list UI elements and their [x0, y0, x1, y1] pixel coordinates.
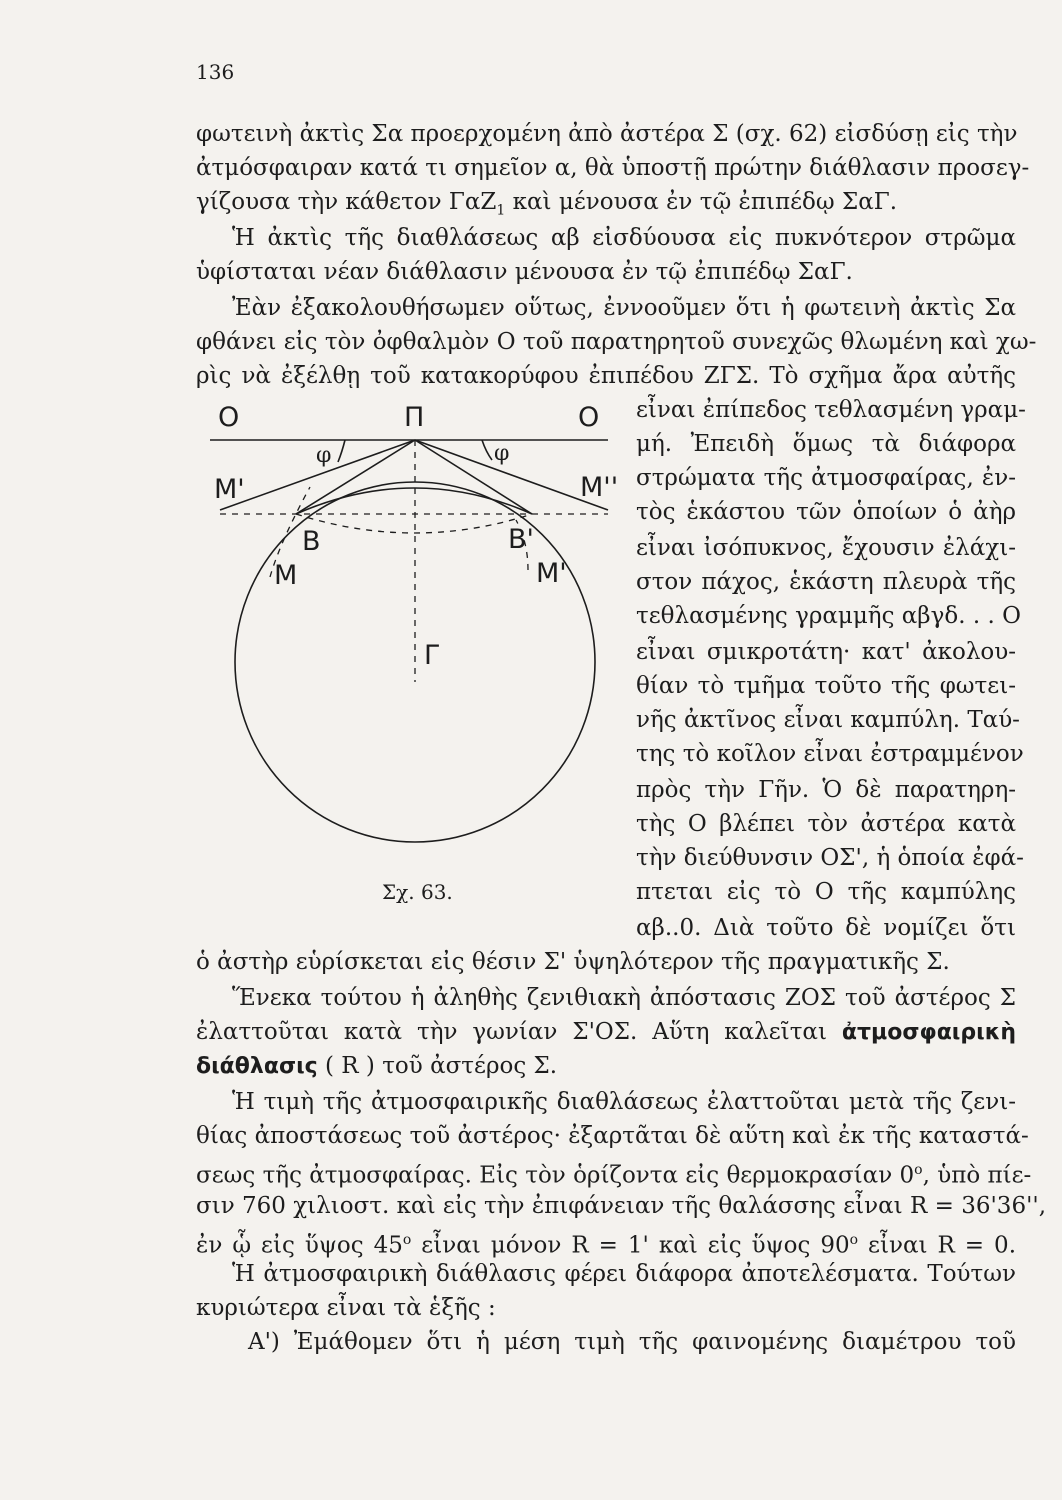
label-B: Β — [302, 526, 321, 557]
text-line-4: Ἡ ἀκτὶς τῆς διαθλάσεως αβ εἰσδύουσα εἰς πυκνότερον στρῶμα — [232, 225, 1016, 251]
text-line-8: ρὶς νὰ ἐξέλθῃ τοῦ κατακορύφου ἐπιπέδου ΖΓΣ. Τὸ σχῆμα ἄρα αὐτῆς — [196, 363, 1016, 389]
figure-caption: Σχ. 63. — [382, 880, 453, 904]
label-M-double-prime: Μ'' — [580, 472, 619, 503]
text-line-27: ἐλαττοῦται κατὰ τὴν γωνίαν Σ'ΟΣ. Αὕτη καλεῖται ἀτμοσφαιρικὴ — [196, 1019, 1016, 1045]
text-line-7: φθάνει εἰς τὸν ὀφθαλμὸν Ο τοῦ παρατηρητοῦ συνεχῶς θλωμένη καὶ χω- — [196, 329, 1037, 355]
text-line-10: μή. Ἐπειδὴ ὅμως τὰ διάφορα — [636, 431, 1016, 457]
phi-left-arc — [338, 440, 345, 462]
text-line-5: ὑφίσταται νέαν διάθλασιν μένουσα ἐν τῷ ἐπιπέδῳ ΣαΓ. — [196, 259, 853, 285]
label-phi-left: φ — [316, 443, 332, 468]
text-line-14: στον πάχος, ἑκάστη πλευρὰ τῆς — [636, 569, 1016, 595]
phi-right-arc — [482, 440, 492, 460]
text-line-11: στρώματα τῆς ἀτμοσφαίρας, ἐν- — [636, 465, 1016, 491]
dashed-lower-arc — [296, 514, 532, 533]
label-P: Π — [404, 402, 425, 433]
text-line-30: θίας ἀποστάσεως τοῦ ἀστέρος· ἐξαρτᾶται δὲ αὕτη καὶ ἐκ τῆς καταστά- — [196, 1123, 1029, 1149]
label-O-left: Ο — [218, 402, 240, 433]
text-line-33: ἐν ᾧ εἰς ὕψος 45$^o$ εἶναι μόνον R = 1' καὶ εἰς ὕψος 90$^o$ εἶναι R = 0. — [196, 1232, 1017, 1259]
text-line-28: διάθλασις ( R ) τοῦ ἀστέρος Σ. — [196, 1053, 558, 1079]
text-line-16: εἶναι σμικροτάτη· κατ' ἀκολου- — [636, 639, 1016, 665]
text-line-6: Ἐὰν ἐξακολουθήσωμεν οὕτως, ἐννοοῦμεν ὅτι ἡ φωτεινὴ ἀκτὶς Σα — [232, 295, 1016, 321]
text-line-2: ἀτμόσφαιραν κατά τι σημεῖον α, θὰ ὑποστῇ πρώτην διάθλασιν προσεγ- — [196, 155, 1030, 181]
label-M-prime-left: Μ' — [214, 474, 245, 505]
ray-right-inner — [415, 440, 532, 514]
text-line-31: σεως τῆς ἀτμοσφαίρας. Εἰς τὸν ὁρίζοντα εἰς θερμοκρασίαν 0$^o$, ὑπὸ πίε- — [196, 1162, 1032, 1189]
page-number: 136 — [196, 60, 235, 84]
label-M-prime-right: Μ' — [536, 558, 567, 589]
text-line-22: τὴν διεύθυνσιν ΟΣ', ἡ ὁποία ἐφά- — [636, 845, 1024, 871]
label-B-prime: Β' — [508, 524, 534, 555]
text-line-9: εἶναι ἐπίπεδος τεθλασμένη γραμ- — [636, 397, 1026, 423]
term-atmospheric: ἀτμοσφαιρικὴ — [841, 1020, 1016, 1045]
label-phi-right: φ — [494, 441, 510, 466]
text-line-1: φωτεινὴ ἀκτὶς Σα προερχομένη ἀπὸ ἀστέρα Σ (σχ. 62) εἰσδύσῃ εἰς τὴν — [196, 121, 1018, 147]
text-line-26: Ἕνεκα τούτου ἡ ἀληθὴς ζενιθιακὴ ἀπόστασις ΖΟΣ τοῦ ἀστέρος Σ — [232, 985, 1016, 1011]
text-line-23: πτεται εἰς τὸ Ο τῆς καμπύλης — [636, 879, 1016, 905]
text-line-25: ὁ ἀστὴρ εὑρίσκεται εἰς θέσιν Σ' ὑψηλότερον τῆς πραγματικῆς Σ. — [196, 949, 950, 975]
text-line-17: θίαν τὸ τμῆμα τοῦτο τῆς φωτει- — [636, 673, 1016, 699]
text-line-35: κυριώτερα εἶναι τὰ ἑξῆς : — [196, 1295, 496, 1321]
refraction-diagram — [210, 392, 630, 912]
text-line-12: τὸς ἑκάστου τῶν ὁποίων ὁ ἀὴρ — [636, 499, 1016, 525]
text-line-18: νῆς ἀκτῖνος εἶναι καμπύλη. Ταύ- — [636, 707, 1020, 733]
text-line-15: τεθλασμένης γραμμῆς αβγδ. . . Ο — [636, 603, 1021, 629]
text-line-36: Α') Ἐμάθομεν ὅτι ἡ μέση τιμὴ τῆς φαινομένης διαμέτρου τοῦ — [248, 1329, 1016, 1355]
label-Gamma: Γ — [424, 640, 440, 671]
text-line-13: εἶναι ἰσόπυκνος, ἔχουσιν ἐλάχι- — [636, 535, 1016, 561]
figure-63 — [210, 392, 630, 912]
text-line-21: τὴς Ο βλέπει τὸν ἀστέρα κατὰ — [636, 811, 1016, 837]
text-line-20: πρὸς τὴν Γῆν. Ὁ δὲ παρατηρη- — [636, 777, 1016, 803]
term-refraction: διάθλασις — [196, 1054, 318, 1079]
text-line-3: γίζουσα τὴν κάθετον ΓαZ$_1$ καὶ μένουσα ἐν τῷ ἐπιπέδῳ ΣαΓ. — [196, 189, 898, 219]
label-O-right: Ο — [578, 402, 600, 433]
text-line-34: Ἡ ἀτμοσφαιρικὴ διάθλασις φέρει διάφορα ἀποτελέσματα. Τούτων — [232, 1261, 1016, 1287]
text-line-32: σιν 760 χιλιοστ. καὶ εἰς τὴν ἐπιφάνειαν τῆς θαλάσσης εἶναι R = 36'36'', — [196, 1193, 1047, 1219]
text-line-29: Ἡ τιμὴ τῆς ἀτμοσφαιρικῆς διαθλάσεως ἐλαττοῦται μετὰ τῆς ζενι- — [232, 1089, 1016, 1115]
text-line-24: αβ..0. Διὰ τοῦτο δὲ νομίζει ὅτι — [636, 915, 1016, 941]
label-M: Μ — [274, 560, 298, 591]
text-line-19: της τὸ κοῖλον εἶναι ἐστραμμένον — [636, 741, 1024, 767]
